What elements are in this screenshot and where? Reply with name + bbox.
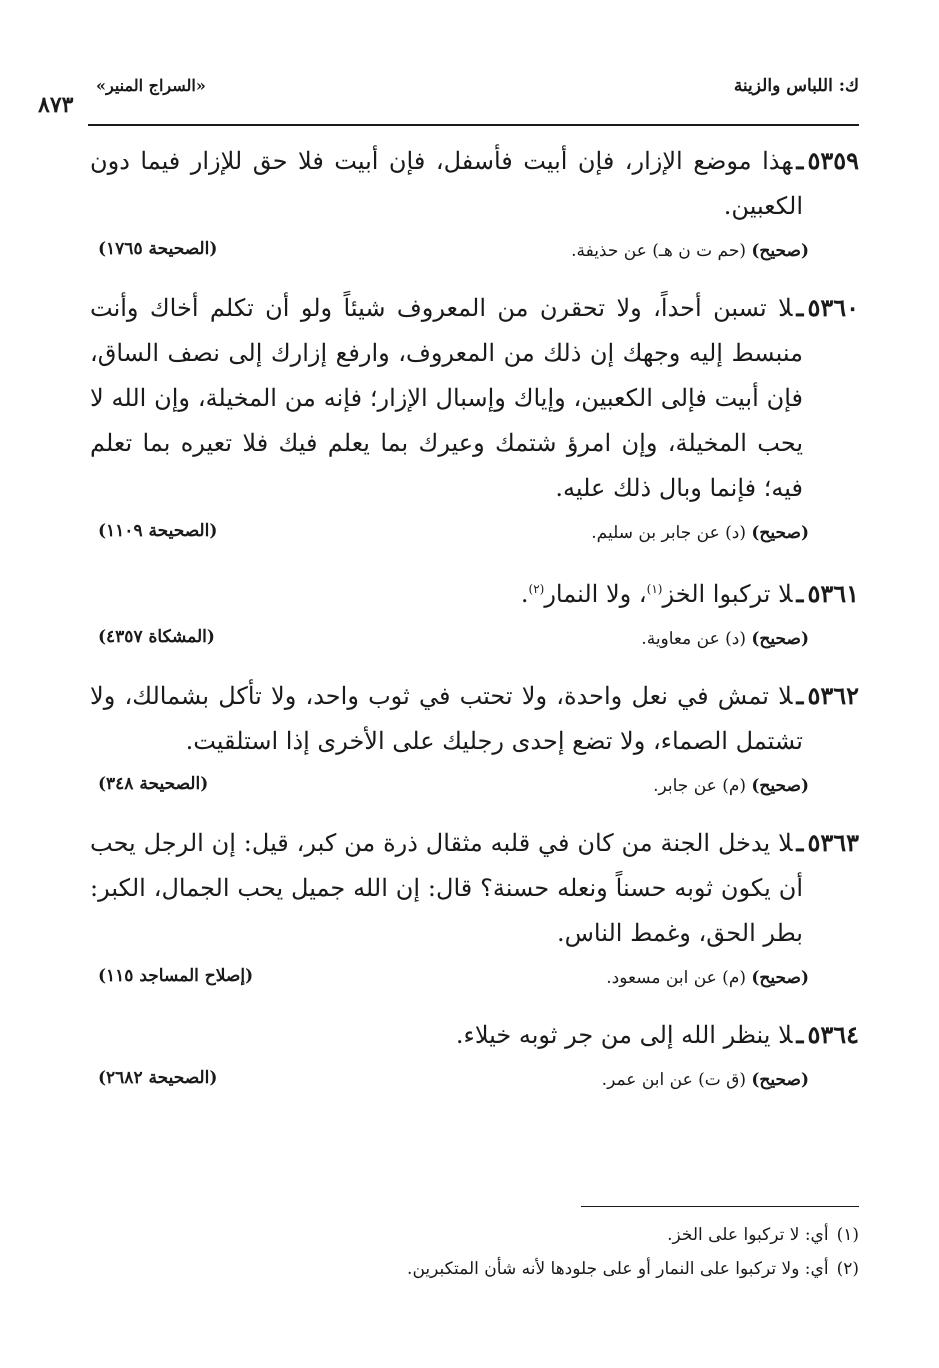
- grade-label: (صحيح): [751, 776, 809, 796]
- hadith-entry: [90, 673, 859, 808]
- hadith-source-row: [90, 966, 859, 1000]
- narrator-source: (ق ت) عن ابن عمر.: [601, 1070, 746, 1090]
- hadith-reference: (المشكاة ٤٣٥٧): [98, 627, 215, 647]
- hadith-reference: (الصحيحة ٣٤٨): [98, 774, 209, 794]
- hadith-entry: [90, 1012, 859, 1102]
- hadith-text: لا يدخل الجنة من كان في قلبه مثقال ذرة من كبر، قيل: إن الرجل يحب أن يكون ثوبه حسناً ونعله حسنة؟ قال: إن الله جميل يحب الجمال، الكبر: بطر الحق، وغمط الناس.: [90, 829, 803, 947]
- footnote-marker[interactable]: (٢): [528, 582, 545, 596]
- hadith-grading: [591, 523, 809, 543]
- hadith-number: ٥٣٥٩: [807, 146, 859, 175]
- hadith-reference: (إصلاح المساجد ١١٥): [98, 966, 254, 986]
- narrator-source: (م) عن ابن مسعود.: [606, 968, 746, 988]
- hadith-text: هذا موضع الإزار، فإن أبيت فأسفل، فإن أبيت فلا حق للإزار فيما دون الكعبين.: [90, 147, 803, 220]
- hadith-entry: [90, 820, 859, 1000]
- hadith-text: .: [520, 580, 529, 608]
- grade-label: (صحيح): [751, 968, 809, 988]
- narrator-source: (د) عن جابر بن سليم.: [591, 523, 746, 543]
- grade-label: (صحيح): [751, 241, 809, 261]
- hadith-entry: [90, 285, 859, 555]
- footnote-text: أي: لا تركبوا على الخز.: [667, 1225, 829, 1245]
- hadith-number: ٥٣٦٣: [807, 828, 859, 857]
- footnotes: [90, 1218, 859, 1286]
- hadith-grading: [606, 968, 809, 988]
- hadith-grading: [653, 776, 809, 796]
- hadith-entry: [90, 567, 859, 661]
- hadith-grading: [602, 1070, 809, 1090]
- hadith-text: لا تركبوا الخز: [662, 580, 793, 608]
- grade-label: (صحيح): [751, 523, 809, 543]
- hadith-list: [90, 138, 859, 1114]
- narrator-source: (م) عن جابر.: [653, 776, 746, 796]
- footnote: [90, 1252, 859, 1286]
- footnote: [90, 1218, 859, 1252]
- footnote-number: (٢): [836, 1259, 859, 1279]
- hadith-text-block: ٥٣٦٠ـلا تسبن أحداً، ولا تحقرن من المعروف شيئاً ولو أن تكلم أخاك وأنت منبسط إليه وجهك إن ذلك من المعروف، وارفع إزارك إلى نصف الساق، فإن أبيت فإلى الكعبين، وإياك وإسبال الإزار؛ فإنه من المخيلة، وإن الله لا يحب المخيلة، وإن امرؤ شتمك وعيرك بما يعلم فيك فلا تعيره بما تعلم فيه؛ فإنما وبال ذلك عليه.: [90, 293, 859, 502]
- hadith-source-row: [90, 1068, 859, 1102]
- hadith-grading: [571, 241, 809, 261]
- grade-label: (صحيح): [751, 629, 809, 649]
- footnote-divider: [581, 1206, 859, 1207]
- footnote-text: أي: ولا تركبوا على النمار أو على جلودها لأنه شأن المتكبرين.: [407, 1259, 829, 1279]
- hadith-reference: (الصحيحة ٢٦٨٢): [98, 1068, 218, 1088]
- hadith-text-block: ٥٣٦٣ـلا يدخل الجنة من كان في قلبه مثقال ذرة من كبر، قيل: إن الرجل يحب أن يكون ثوبه حسناً ونعله حسنة؟ قال: إن الله جميل يحب الجمال، الكبر: بطر الحق، وغمط الناس.: [90, 828, 859, 947]
- hadith-text: لا ينظر الله إلى من جر ثوبه خيلاء.: [455, 1021, 793, 1049]
- hadith-reference: (الصحيحة ١١٠٩): [98, 521, 218, 541]
- hadith-text: لا تسبن أحداً، ولا تحقرن من المعروف شيئاً ولو أن تكلم أخاك وأنت منبسط إليه وجهك إن ذلك من المعروف، وارفع إزارك إلى نصف الساق، فإن أبيت فإلى الكعبين، وإياك وإسبال الإزار؛ فإنه من المخيلة، وإن الله لا يحب المخيلة، وإن امرؤ شتمك وعيرك بما يعلم فيك فلا تعيره بما تعلم فيه؛ فإنما وبال ذلك عليه.: [90, 294, 803, 502]
- hadith-number: ٥٣٦٢: [807, 681, 859, 710]
- hadith-grading: [641, 629, 809, 649]
- narrator-source: (د) عن معاوية.: [641, 629, 746, 649]
- hadith-text: لا تمش في نعل واحدة، ولا تحتب في ثوب واحد، ولا تأكل بشمالك، ولا تشتمل الصماء، ولا تضع إحدى رجليك على الأخرى إذا استلقيت.: [90, 682, 803, 755]
- hadith-source-row: [90, 774, 859, 808]
- hadith-source-row: [90, 627, 859, 661]
- narrator-source: (حم ت ن هـ) عن حذيفة.: [571, 241, 746, 261]
- page-number: ٨٧٣: [38, 92, 74, 118]
- hadith-text-block: ٥٣٦٢ـلا تمش في نعل واحدة، ولا تحتب في ثوب واحد، ولا تأكل بشمالك، ولا تشتمل الصماء، ولا تضع إحدى رجليك على الأخرى إذا استلقيت.: [90, 681, 859, 755]
- hadith-text: ، ولا النمار: [544, 580, 647, 608]
- footnote-marker[interactable]: (١): [646, 582, 663, 596]
- header-divider: [88, 124, 859, 126]
- hadith-source-row: [90, 239, 859, 273]
- running-header: [88, 74, 859, 104]
- grade-label: (صحيح): [751, 1070, 809, 1090]
- hadith-text-block: ٥٣٦١ـلا تركبوا الخز$^{(١)}$، ولا النمار$^{(٢)}$.: [520, 579, 859, 608]
- hadith-source-row: [90, 521, 859, 555]
- hadith-number: ٥٣٦١: [807, 579, 859, 608]
- hadith-reference: (الصحيحة ١٧٦٥): [98, 239, 218, 259]
- hadith-number: ٥٣٦٠: [807, 293, 859, 322]
- hadith-text-block: ٥٣٦٤ـلا ينظر الله إلى من جر ثوبه خيلاء.: [455, 1020, 859, 1049]
- hadith-number: ٥٣٦٤: [807, 1020, 859, 1049]
- hadith-text-block: ٥٣٥٩ـهذا موضع الإزار، فإن أبيت فأسفل، فإن أبيت فلا حق للإزار فيما دون الكعبين.: [90, 146, 859, 220]
- book-title: «السراج المنير»: [96, 76, 206, 95]
- chapter-title: ك: اللباس والزينة: [733, 76, 859, 96]
- hadith-entry: [90, 138, 859, 273]
- footnote-number: (١): [836, 1225, 859, 1245]
